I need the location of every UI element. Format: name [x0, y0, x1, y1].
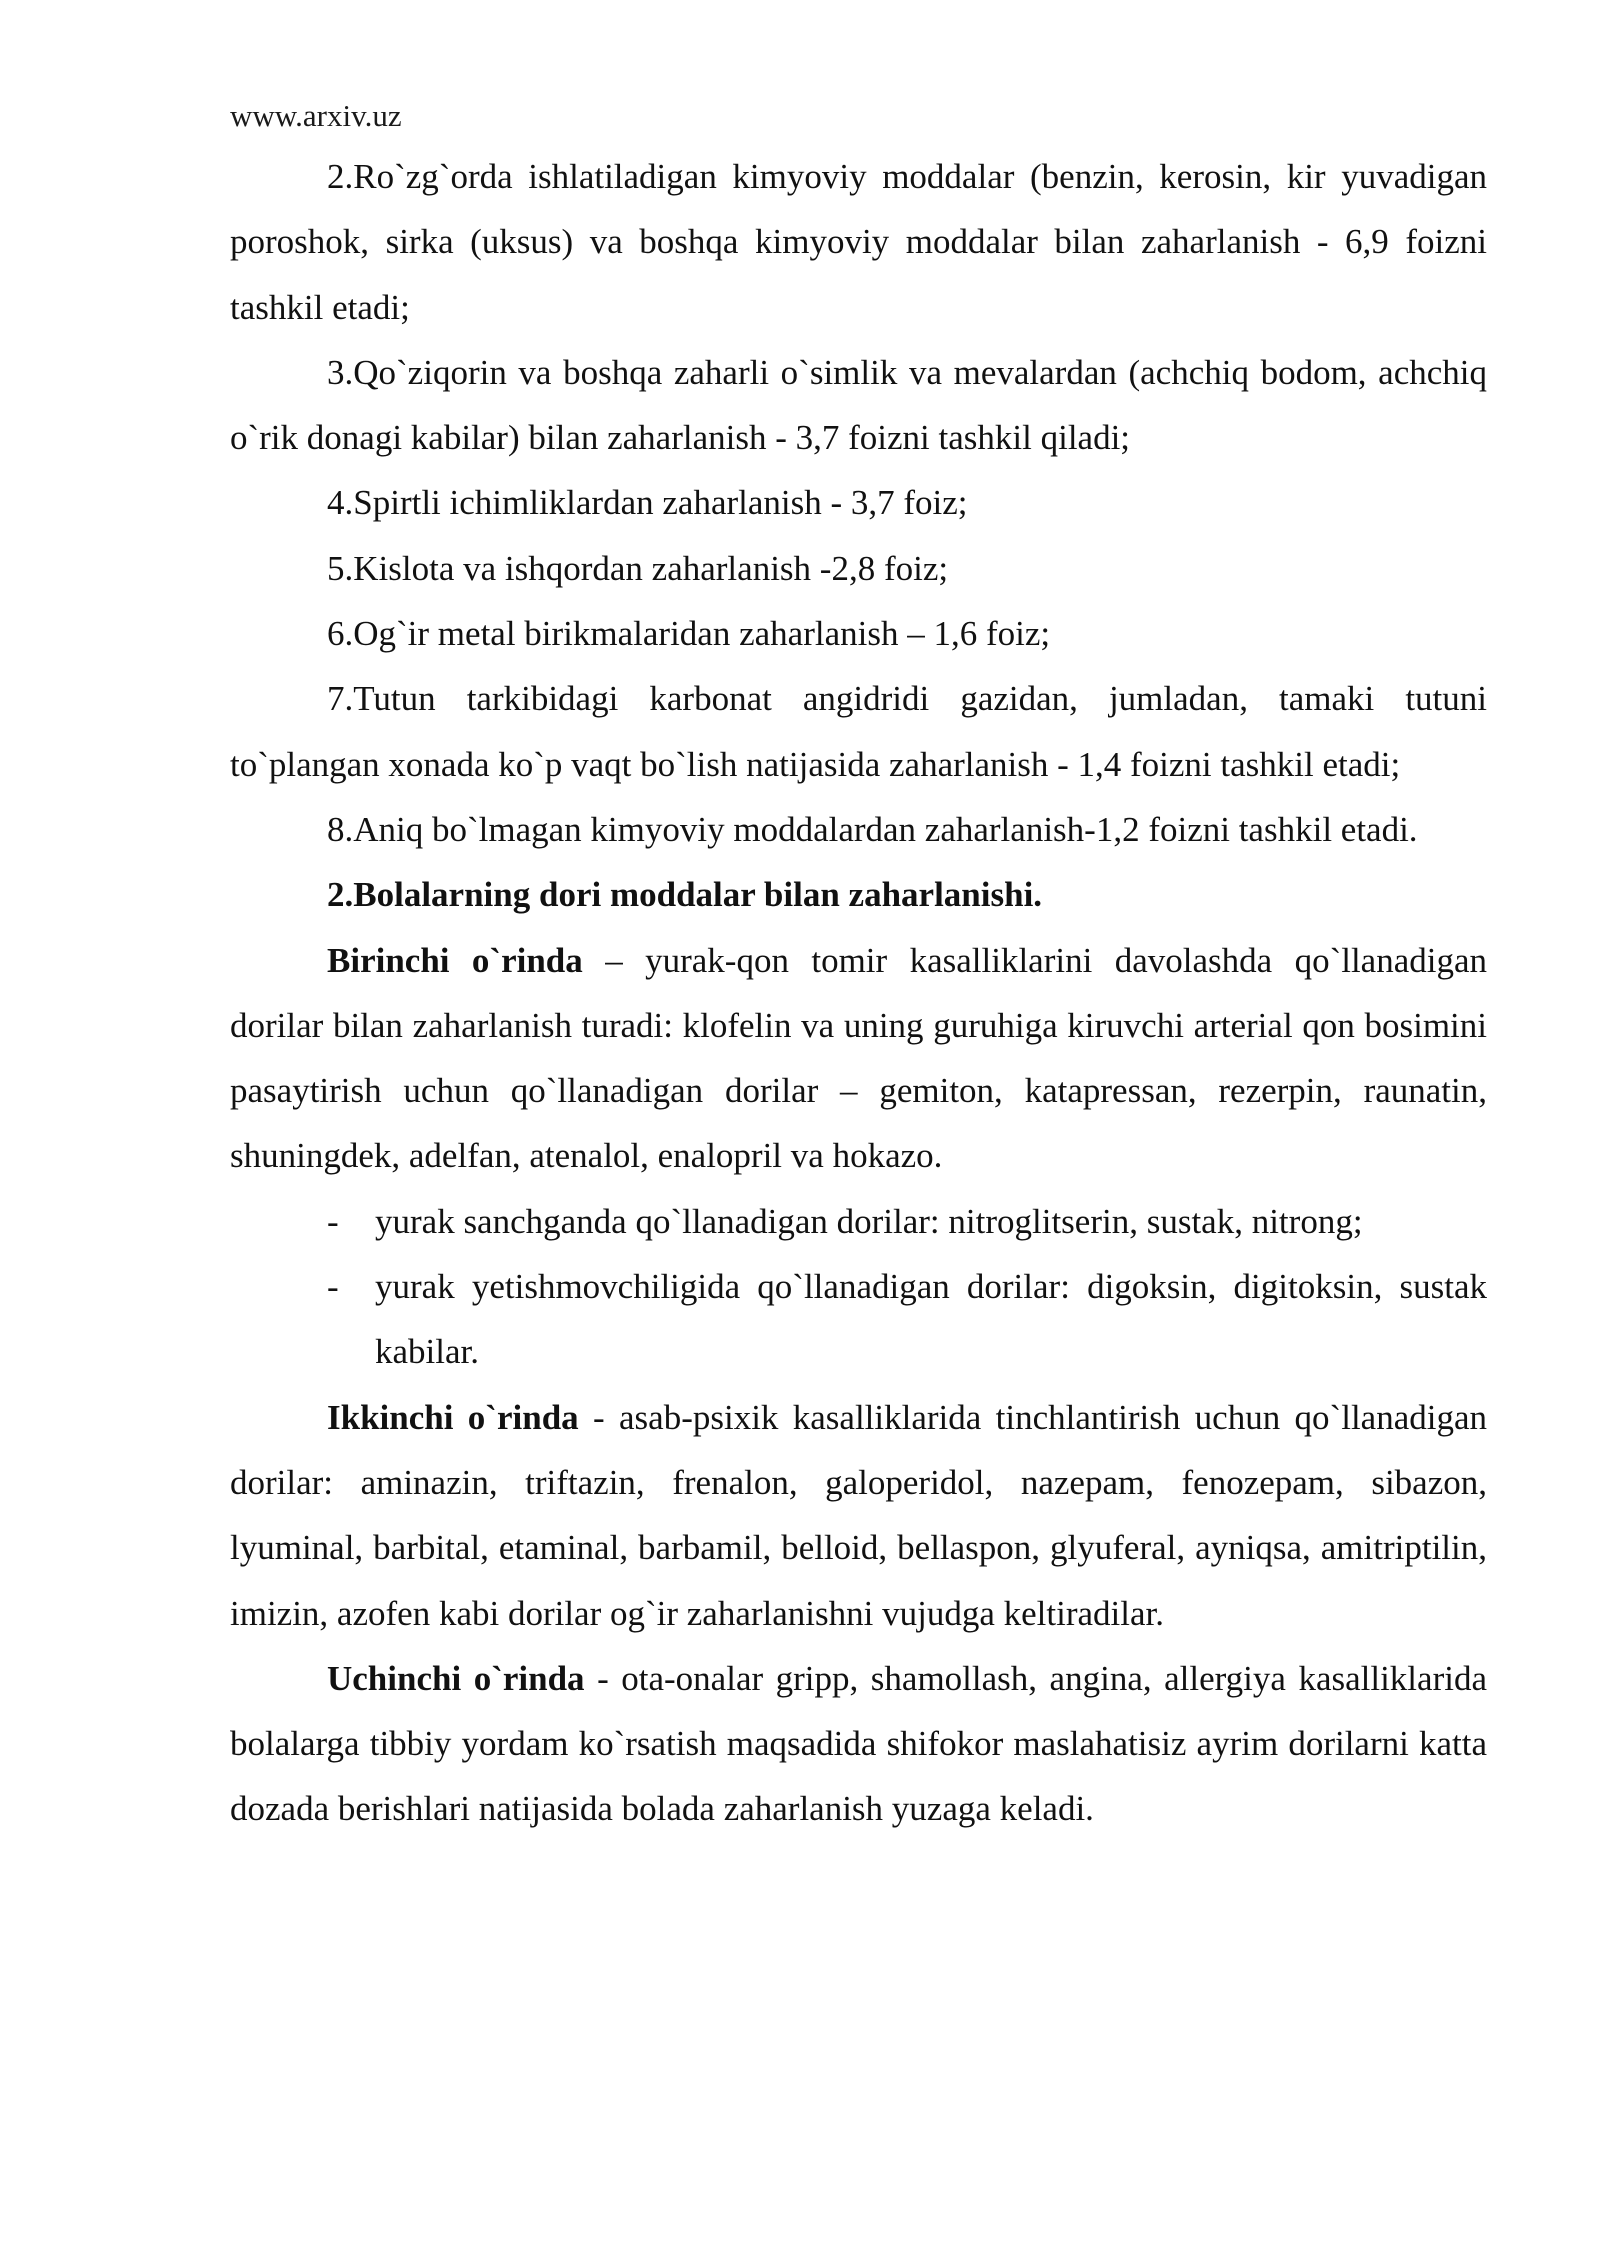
- first-place-lead: Birinchi o`rinda: [327, 940, 583, 980]
- paragraph-item-4: 4.Spirtli ichimliklardan zaharlanish - 3,7 foiz;: [327, 483, 968, 523]
- paragraph-item-2: 2.Ro`zg`orda ishlatiladigan kimyoviy moddalar (benzin, kerosin, kir yuvadigan poroshok, sirka (uksus) va boshqa kimyoviy moddalar bilan zaharlanish - 6,9 foizni tashkil etadi;: [230, 157, 1487, 327]
- bullet-text: yurak sanchganda qo`llanadigan dorilar: nitroglitserin, sustak, nitrong;: [375, 1201, 1363, 1241]
- bullet-dash: -: [327, 1201, 339, 1241]
- second-place-lead: Ikkinchi o`rinda: [327, 1397, 579, 1437]
- paragraph-item-8: 8.Aniq bo`lmagan kimyoviy moddalardan zaharlanish-1,2 foizni tashkil etadi.: [327, 809, 1418, 849]
- bullet-item: [230, 1189, 1487, 1254]
- paragraph-second-place: [230, 1385, 1487, 1646]
- second-place-text: - asab-psixik kasalliklarida tinchlantirish uchun qo`llanadigan dorilar: aminazin, triftazin, frenalon, galoperidol, nazepam, fenozepam, sibazon, lyuminal, barbital, etaminal, barbamil, belloid, bellaspon, glyuferal, ayniqsa, amitriptilin, imizin, azofen kabi dorilar og`ir zaharlanishni vujudga keltiradilar.: [230, 1397, 1487, 1633]
- paragraph-item-5: 5.Kislota va ishqordan zaharlanish -2,8 foiz;: [327, 548, 949, 588]
- section-heading: 2.Bolalarning dori moddalar bilan zaharlanishi.: [327, 875, 1043, 915]
- paragraph-first-place: [230, 928, 1487, 1189]
- first-place-text: – yurak-qon tomir kasalliklarini davolashda qo`llanadigan dorilar bilan zaharlanish turadi: klofelin va uning guruhiga kiruvchi arterial qon bosimini pasaytirish uchun qo`llanadigan dorilar – gemiton, katapressan, rezerpin, raunatin, shuningdek, adelfan, atenalol, enalopril va hokazo.: [230, 940, 1487, 1176]
- third-place-text: - ota-onalar gripp, shamollash, angina, allergiya kasalliklarida bolalarga tibbiy yordam ko`rsatish maqsadida shifokor maslahatisiz ayrim dorilarni katta dozada berishlari natijasida bolada zaharlanish yuzaga keladi.: [230, 1658, 1487, 1829]
- bullet-item: [230, 1254, 1487, 1385]
- paragraph-item-6: 6.Og`ir metal birikmalaridan zaharlanish – 1,6 foiz;: [327, 614, 1051, 654]
- document-body: [230, 144, 1487, 1842]
- third-place-lead: Uchinchi o`rinda: [327, 1658, 585, 1698]
- bullet-text: yurak yetishmovchiligida qo`llanadigan dorilar: digoksin, digitoksin, sustak kabilar.: [375, 1267, 1487, 1372]
- bullet-dash: -: [327, 1267, 339, 1307]
- paragraph-third-place: [230, 1646, 1487, 1842]
- site-header: www.arxiv.uz: [230, 98, 402, 133]
- paragraph-item-3: 3.Qo`ziqorin va boshqa zaharli o`simlik va mevalardan (achchiq bodom, achchiq o`rik donagi kabilar) bilan zaharlanish - 3,7 foizni tashkil qiladi;: [230, 352, 1487, 458]
- paragraph-item-7: 7.Tutun tarkibidagi karbonat angidridi gazidan, jumladan, tamaki tutuni to`plangan xonada ko`p vaqt bo`lish natijasida zaharlanish - 1,4 foizni tashkil etadi;: [230, 679, 1487, 784]
